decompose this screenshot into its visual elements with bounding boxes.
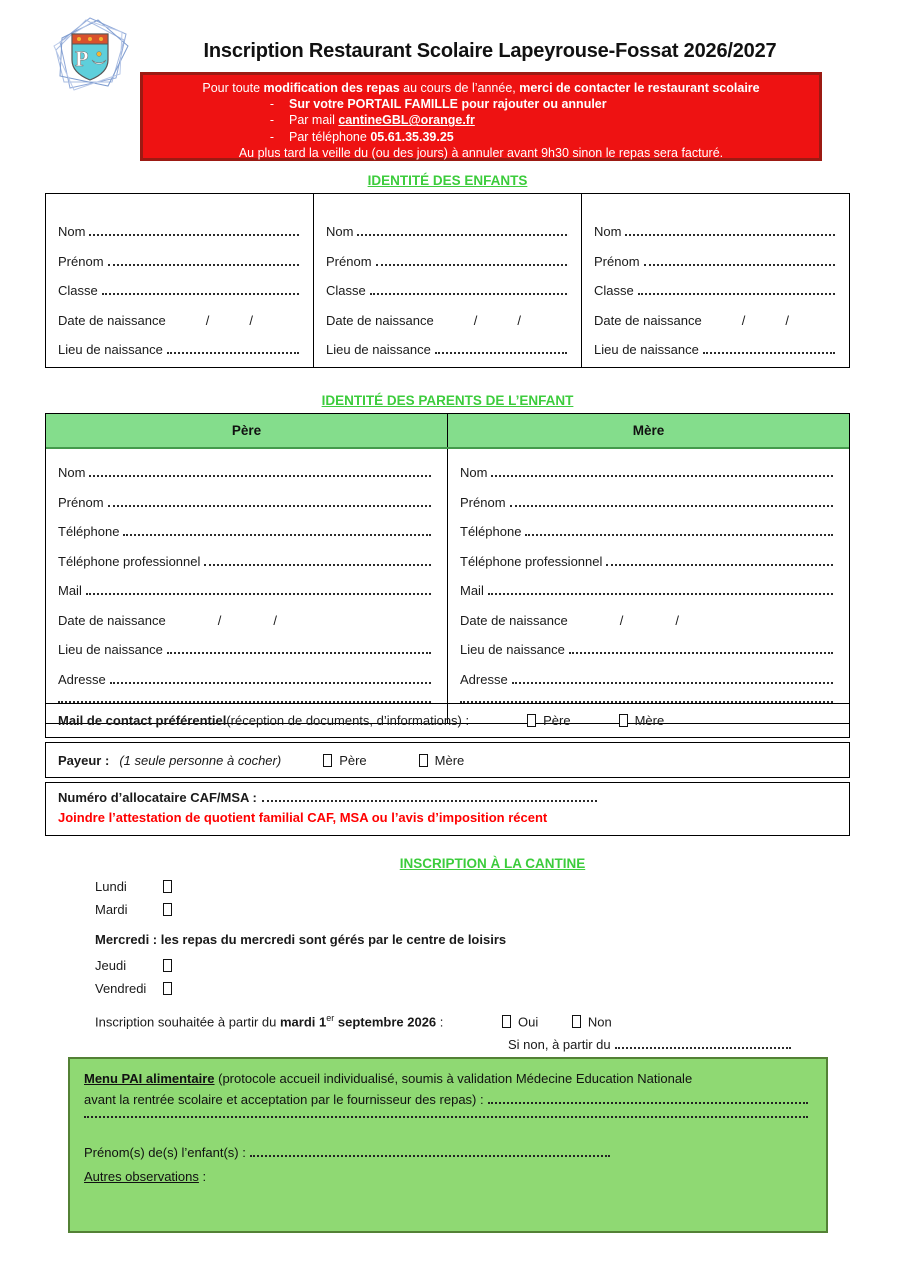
field-label-nom: Nom — [594, 224, 622, 239]
allocataire-input-line[interactable] — [262, 800, 597, 802]
pai-input-line-1[interactable] — [488, 1102, 808, 1104]
payeur-mere-label: Mère — [434, 752, 465, 768]
oui-label: Oui — [518, 1014, 539, 1030]
field-label-mail: Mail — [58, 583, 82, 598]
field-label-lieu-naissance: Lieu de naissance — [58, 642, 163, 657]
field-label-prenom: Prénom — [326, 253, 372, 269]
field-label-lieu-naissance: Lieu de naissance — [594, 342, 699, 357]
cantine-email-link[interactable]: cantineGBL@orange.fr — [338, 113, 475, 128]
contact-mere-label: Mère — [634, 713, 665, 728]
telephone-input-line[interactable] — [525, 534, 833, 536]
adresse-input-line[interactable] — [512, 682, 833, 684]
date-slash: / — [517, 312, 521, 328]
days-list — [95, 879, 855, 1004]
prenom-input-line[interactable] — [644, 264, 835, 266]
nom-input-line[interactable] — [491, 475, 833, 477]
mere-column — [448, 449, 849, 723]
sinon-date-input-line[interactable] — [615, 1047, 791, 1049]
section-title-cantine: INSCRIPTION À LA CANTINE — [399, 856, 586, 871]
sinon-line — [508, 1037, 793, 1052]
classe-input-line[interactable] — [102, 293, 299, 295]
prenom-input-line[interactable] — [108, 505, 431, 507]
field-label-prenom: Prénom — [58, 494, 104, 510]
page-title: Inscription Restaurant Scolaire Lapeyrouse-Fossat 2026/2027 — [203, 40, 777, 62]
field-label-lieu-naissance: Lieu de naissance — [326, 342, 431, 357]
field-label-prenom: Prénom — [594, 253, 640, 269]
field-label-prenom: Prénom — [460, 494, 506, 510]
pai-autres-label: Autres observations — [84, 1169, 199, 1184]
contact-mail-label-rest: (réception de documents, d’informations) : — [226, 713, 470, 728]
pai-prenoms-text: Prénom(s) de(s) l’enfant(s) : — [84, 1145, 246, 1160]
field-label-adresse: Adresse — [460, 671, 508, 687]
pere-column — [46, 449, 448, 723]
pai-title: Menu PAI alimentaire — [84, 1071, 215, 1086]
field-label-classe: Classe — [326, 283, 366, 298]
nom-input-line[interactable] — [89, 475, 431, 477]
lieu-input-line[interactable] — [703, 352, 835, 354]
allocataire-label: Numéro d’allocataire CAF/MSA : — [58, 790, 257, 805]
day-row-vendredi — [95, 981, 855, 1004]
field-label-classe: Classe — [594, 283, 634, 298]
child-column-2 — [314, 194, 582, 367]
classe-input-line[interactable] — [638, 293, 835, 295]
payeur-mere-checkbox[interactable] — [419, 754, 428, 767]
day-row-mardi — [95, 902, 855, 925]
field-label-date-naissance: Date de naissance — [58, 312, 166, 328]
field-label-nom: Nom — [326, 224, 354, 239]
pai-input-line-2[interactable] — [84, 1116, 808, 1118]
date-slash: / — [217, 612, 222, 628]
notice-line-last: Au plus tard la veille du (ou des jours) à annuler avant 9h30 sinon le repas sera facturé. — [238, 145, 724, 160]
field-label-nom: Nom — [460, 465, 488, 480]
pai-prenoms-input-line[interactable] — [250, 1155, 610, 1157]
date-slash: / — [273, 612, 277, 628]
date-slash: / — [205, 312, 210, 328]
telephone-pro-input-line[interactable] — [204, 564, 431, 566]
adresse-input-line[interactable] — [110, 682, 431, 684]
day-label-lundi: Lundi — [95, 879, 127, 894]
payeur-row — [45, 742, 850, 778]
prenom-input-line[interactable] — [376, 264, 567, 266]
attestation-warning: Joindre l’attestation de quotient familial CAF, MSA ou l’avis d’imposition récent — [58, 810, 548, 825]
allocataire-row — [45, 782, 850, 836]
svg-text:P: P — [75, 46, 89, 71]
field-label-date-naissance: Date de naissance — [460, 612, 568, 628]
field-label-mail: Mail — [460, 583, 484, 598]
field-label-telephone-pro: Téléphone professionnel — [460, 553, 603, 569]
mercredi-note: Mercredi : les repas du mercredi sont gérés par le centre de loisirs — [95, 932, 507, 947]
field-label-lieu-naissance: Lieu de naissance — [58, 342, 163, 357]
date-slash: / — [785, 312, 789, 328]
lieu-input-line[interactable] — [167, 652, 431, 654]
pai-title-rest: (protocole accueil individualisé, soumis à validation Médecine Education Nationale — [214, 1071, 693, 1086]
nom-input-line[interactable] — [357, 234, 567, 236]
vendredi-checkbox[interactable] — [163, 982, 172, 995]
telephone-pro-input-line[interactable] — [606, 564, 833, 566]
field-label-nom: Nom — [58, 465, 86, 480]
jeudi-checkbox[interactable] — [163, 959, 172, 972]
contact-mail-label: Mail de contact préférentiel — [58, 713, 227, 728]
mail-input-line[interactable] — [488, 593, 833, 595]
payeur-label: Payeur : — [58, 752, 110, 768]
nom-input-line[interactable] — [89, 234, 299, 236]
field-label-telephone: Téléphone — [58, 524, 120, 539]
school-crest-logo — [46, 12, 134, 100]
parents-header-pere: Père — [46, 414, 448, 447]
classe-input-line[interactable] — [370, 293, 567, 295]
date-slash: / — [741, 312, 746, 328]
telephone-input-line[interactable] — [123, 534, 431, 536]
field-label-classe: Classe — [58, 283, 98, 298]
field-label-adresse: Adresse — [58, 671, 106, 687]
lieu-input-line[interactable] — [167, 352, 299, 354]
contact-pere-label: Père — [543, 713, 571, 728]
field-label-date-naissance: Date de naissance — [594, 312, 702, 328]
start-date-text: Inscription souhaitée à partir du — [95, 1014, 280, 1030]
lieu-input-line[interactable] — [435, 352, 567, 354]
date-slash: / — [249, 312, 253, 328]
lundi-checkbox[interactable] — [163, 880, 172, 893]
notice-bullet-mail: - Par mail cantineGBL@orange.fr — [269, 113, 475, 128]
children-table — [45, 193, 850, 368]
child-column-3 — [582, 194, 849, 367]
pai-box: Menu PAI alimentaire (protocole accueil individualisé, soumis à validation Médecine Education Nationale avant la rentrée scolaire et acceptation par le fournisseur des repas) : Prénom(s) de(s) l’enfant(s) : Autres observations : — [68, 1057, 828, 1233]
day-label-vendredi: Vendredi — [95, 981, 147, 996]
date-slash: / — [675, 612, 679, 628]
notice-bullet-portail: - Sur votre PORTAIL FAMILLE pour rajouter ou annuler — [269, 97, 607, 112]
section-title-children: IDENTITÉ DES ENFANTS — [367, 173, 528, 188]
contact-mail-row — [45, 703, 850, 738]
non-checkbox[interactable] — [572, 1015, 581, 1028]
payeur-note: (1 seule personne à cocher) — [119, 752, 282, 768]
notice-line-1: Pour toute modification des repas au cours de l’année, merci de contacter le restaurant scolaire — [202, 81, 760, 95]
field-label-telephone: Téléphone — [460, 524, 522, 539]
lieu-input-line[interactable] — [569, 652, 833, 654]
oui-checkbox[interactable] — [502, 1015, 511, 1028]
day-row-jeudi — [95, 958, 855, 981]
field-label-nom: Nom — [58, 224, 86, 239]
prenom-input-line[interactable] — [108, 264, 299, 266]
pai-line2-text: avant la rentrée scolaire et acceptation par le fournisseur des repas) : — [84, 1092, 484, 1107]
child-column-1 — [46, 194, 314, 367]
mail-input-line[interactable] — [86, 593, 431, 595]
payeur-pere-label: Père — [339, 752, 367, 768]
prenom-input-line[interactable] — [510, 505, 833, 507]
sinon-text: Si non, à partir du — [508, 1037, 611, 1052]
field-label-lieu-naissance: Lieu de naissance — [460, 642, 565, 657]
day-row-lundi — [95, 879, 855, 902]
start-date-line: Inscription souhaitée à partir du mardi 1er septembre 2026 : Oui Non — [95, 1013, 612, 1030]
day-label-mardi: Mardi — [95, 902, 128, 917]
nom-input-line[interactable] — [625, 234, 835, 236]
notice-bullet-phone: - Par téléphone 05.61.35.39.25 — [269, 129, 454, 144]
contact-pere-checkbox[interactable] — [527, 714, 536, 727]
payeur-pere-checkbox[interactable] — [323, 754, 332, 767]
section-title-parents: IDENTITÉ DES PARENTS DE L’ENFANT — [321, 393, 574, 408]
field-label-date-naissance: Date de naissance — [326, 312, 434, 328]
field-label-telephone-pro: Téléphone professionnel — [58, 553, 201, 569]
non-label: Non — [587, 1014, 612, 1030]
notice-box — [140, 72, 822, 161]
contact-mere-checkbox[interactable] — [619, 714, 628, 727]
field-label-date-naissance: Date de naissance — [58, 612, 166, 628]
date-slash: / — [619, 612, 624, 628]
field-label-prenom: Prénom — [58, 253, 104, 269]
date-slash: / — [473, 312, 478, 328]
day-label-jeudi: Jeudi — [95, 958, 127, 973]
parents-header-mere: Mère — [448, 414, 849, 447]
parents-table — [45, 413, 850, 724]
mardi-checkbox[interactable] — [163, 903, 172, 916]
